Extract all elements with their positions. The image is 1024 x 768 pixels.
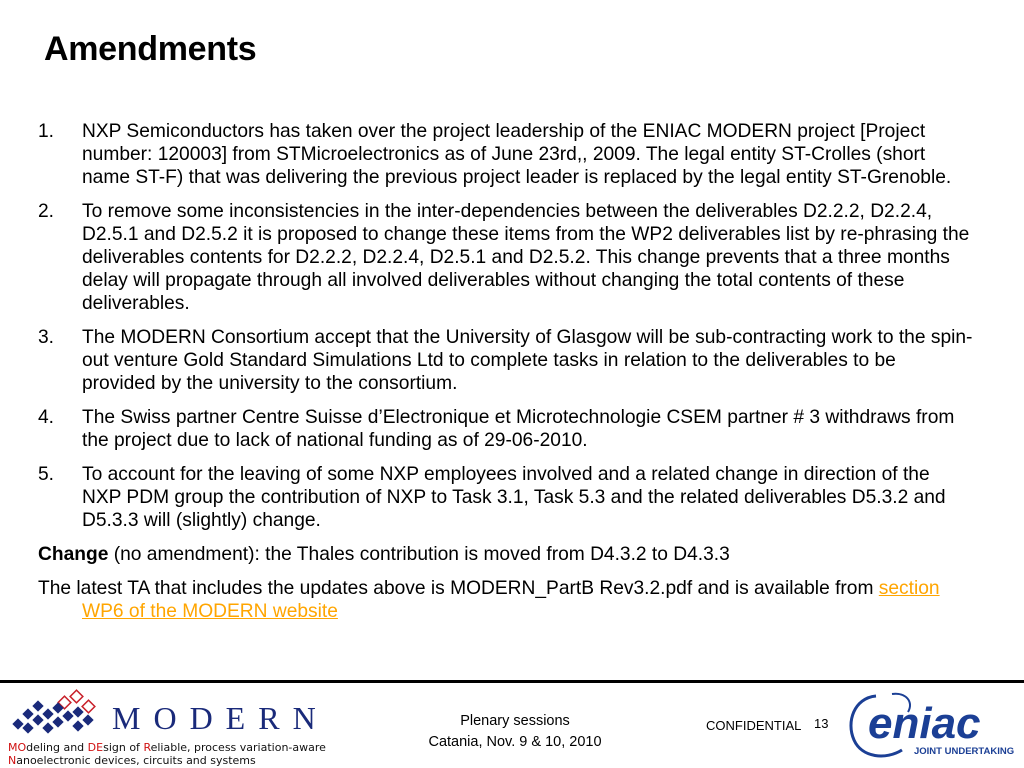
eniac-subtitle: JOINT UNDERTAKING <box>914 746 1015 757</box>
item-number: 5. <box>38 464 55 485</box>
change-text: (no amendment): the Thales contribution is moved from D4.3.2 to D4.3.3 <box>108 544 730 565</box>
tagline-part: eliable, process variation-aware <box>150 741 326 754</box>
list-item <box>38 200 973 315</box>
plenary-info <box>410 711 620 753</box>
tagline-accent: DE <box>87 741 104 754</box>
item-number: 4. <box>38 407 55 428</box>
latest-ta-text: The latest TA that includes the updates above is MODERN_PartB Rev3.2.pdf and is available from <box>38 578 879 599</box>
plenary-title: Plenary sessions <box>460 713 570 729</box>
page-number: 13 <box>814 716 829 731</box>
item-text: NXP Semiconductors has taken over the project leadership of the ENIAC MODERN project [Project number: 120003] from STMicroelectronics as of June 23rd,, 2009. The legal entity ST-Crolles (short name ST-F) that was delivering the previous project leader is replaced by the legal entity ST-Grenoble. <box>82 121 952 188</box>
list-item <box>38 326 973 395</box>
modern-website-link[interactable]: section WP6 of the MODERN website <box>82 578 940 622</box>
item-text: To remove some inconsistencies in the inter-dependencies between the deliverables D2.2.2, D2.2.4, D2.5.1 and D2.5.2 it is proposed to change these items from the WP2 deliverables list by re-phrasing the deliverables contents for D2.2.2, D2.2.4, D2.5.1 and D2.5.2. This change prevents that a three months delay will propagate through all involved deliverables without changing the total contents of these deliverables. <box>82 201 970 314</box>
project-tagline <box>8 742 326 767</box>
latest-ta-paragraph <box>38 577 973 623</box>
tagline-part: sign of <box>103 741 144 754</box>
tagline-accent: MO <box>8 741 27 754</box>
change-label: Change <box>38 544 109 565</box>
eniac-logo-icon <box>846 688 1022 764</box>
footer-divider <box>0 680 1024 683</box>
item-text: To account for the leaving of some NXP employees involved and a related change in direction of the NXP PDM group the contribution of NXP to Task 3.1, Task 5.3 and the related deliverables D5.3.2 and D5.3.3 will (slightly) change. <box>82 464 946 531</box>
list-item <box>38 406 973 452</box>
item-number: 2. <box>38 201 55 222</box>
item-number: 1. <box>38 121 55 142</box>
plenary-date: Catania, Nov. 9 & 10, 2010 <box>428 734 602 750</box>
content-area <box>38 120 973 634</box>
item-text: The Swiss partner Centre Suisse d’Electronique et Microtechnologie CSEM partner # 3 withdraws from the project due to lack of national funding as of 29-06-2010. <box>82 407 955 451</box>
tagline-accent: N <box>8 753 17 767</box>
tagline-accent: R <box>143 741 151 754</box>
change-paragraph <box>38 543 973 566</box>
list-item <box>38 463 973 532</box>
eniac-logo-text: eniac <box>868 699 981 748</box>
confidential-label: CONFIDENTIAL <box>706 718 802 733</box>
item-text: The MODERN Consortium accept that the University of Glasgow will be sub-contracting work to the spin-out venture Gold Standard Simulations Ltd to complete tasks in relation to the deliverables to be provided by the university to the consortium. <box>82 327 973 394</box>
page-title: Amendments <box>44 30 257 68</box>
amendment-list <box>38 120 973 532</box>
list-item <box>38 120 973 189</box>
tagline-part: deling and <box>26 741 88 754</box>
modern-logo-text: MODERN <box>112 700 329 736</box>
tagline-part: anoelectronic devices, circuits and systems <box>16 753 256 767</box>
tagline-line-2 <box>8 755 326 768</box>
item-number: 3. <box>38 327 55 348</box>
